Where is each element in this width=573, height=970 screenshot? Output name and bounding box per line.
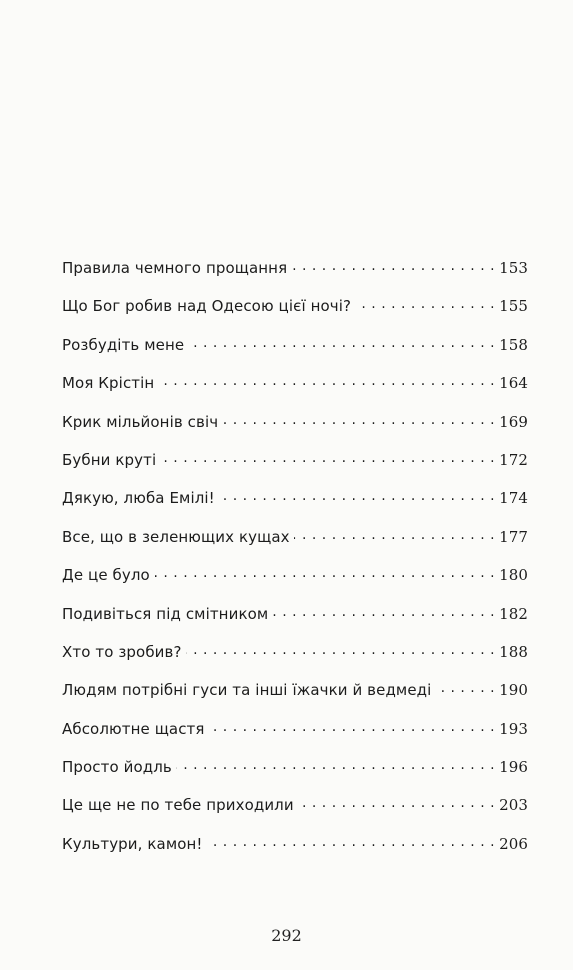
toc-entry-page: 196 [499, 758, 528, 777]
toc-entry-title: Крик мільйонів свіч [62, 412, 219, 431]
page-number: 292 [271, 926, 302, 945]
toc-entry-title: Розбудіть мене [62, 335, 185, 354]
toc-entry-title: Це ще не по тебе приходили [62, 796, 294, 815]
toc-entry [62, 335, 528, 373]
toc-dot-leader [272, 604, 495, 619]
toc-entry [62, 757, 528, 795]
toc-entry-title: Бубни круті [62, 450, 157, 469]
toc-dot-leader [207, 834, 496, 849]
toc-dot-leader [154, 565, 495, 580]
toc-entry-title: Абсолютне щастя [62, 719, 205, 738]
toc-entry-page: 164 [499, 374, 528, 393]
toc-entry [62, 450, 528, 488]
toc-entry [62, 834, 528, 872]
toc-dot-leader [222, 412, 495, 427]
toc-entry [62, 604, 528, 642]
toc-entry-page: 182 [499, 604, 528, 623]
toc-entry-page: 177 [499, 527, 528, 546]
toc-entry-title: Де це було [62, 566, 150, 585]
toc-entry [62, 565, 528, 603]
toc-entry [62, 373, 528, 411]
toc-entry-page: 172 [499, 450, 528, 469]
toc-entry-title: Подивіться під смітником [62, 604, 269, 623]
toc-entry [62, 296, 528, 334]
toc-entry [62, 795, 528, 833]
toc-entry [62, 488, 528, 526]
toc-entry-title: Що Бог робив над Одесою цієї ночі? [62, 297, 352, 316]
toc-dot-leader [355, 296, 495, 311]
toc-entry-page: 193 [499, 719, 528, 738]
toc-entry-page: 153 [499, 259, 528, 277]
toc-dot-leader [435, 680, 495, 695]
toc-entry-page: 188 [499, 642, 528, 661]
toc-entry [62, 412, 528, 450]
toc-entry [62, 527, 528, 565]
toc-entry-title: Культури, камон! [62, 834, 203, 853]
toc-entry-title: Людям потрібні гуси та інші їжачки й ведмеді [62, 681, 432, 700]
toc-dot-leader [219, 488, 495, 503]
toc-entry [62, 258, 528, 296]
toc-entry [62, 680, 528, 718]
toc-entry-page: 169 [499, 412, 528, 431]
table-of-contents [62, 258, 528, 872]
toc-entry-title: Дякую, люба Емілі! [62, 489, 215, 508]
toc-dot-leader [291, 258, 495, 273]
toc-dot-leader [188, 335, 495, 350]
toc-entry [62, 642, 528, 680]
toc-entry-page: 190 [499, 681, 528, 700]
toc-entry-page: 206 [499, 834, 528, 853]
toc-dot-leader [160, 450, 495, 465]
toc-entry-title: Правила чемного прощання [62, 259, 288, 277]
toc-dot-leader [294, 527, 495, 542]
toc-entry-page: 155 [499, 297, 528, 316]
toc-entry-title: Просто йодль [62, 758, 172, 777]
toc-entry-page: 174 [499, 489, 528, 508]
toc-entry-page: 180 [499, 566, 528, 585]
toc-entry-title: Хто то зробив? [62, 642, 182, 661]
toc-entry [62, 719, 528, 757]
toc-entry-page: 203 [499, 796, 528, 815]
toc-entry-page: 158 [499, 335, 528, 354]
toc-entry-title: Все, що в зеленющих кущах [62, 527, 290, 546]
toc-dot-leader [298, 795, 495, 810]
toc-entry-title: Моя Крістін [62, 374, 155, 393]
toc-dot-leader [158, 373, 495, 388]
toc-dot-leader [176, 757, 495, 772]
toc-dot-leader [186, 642, 496, 657]
toc-dot-leader [209, 719, 496, 734]
